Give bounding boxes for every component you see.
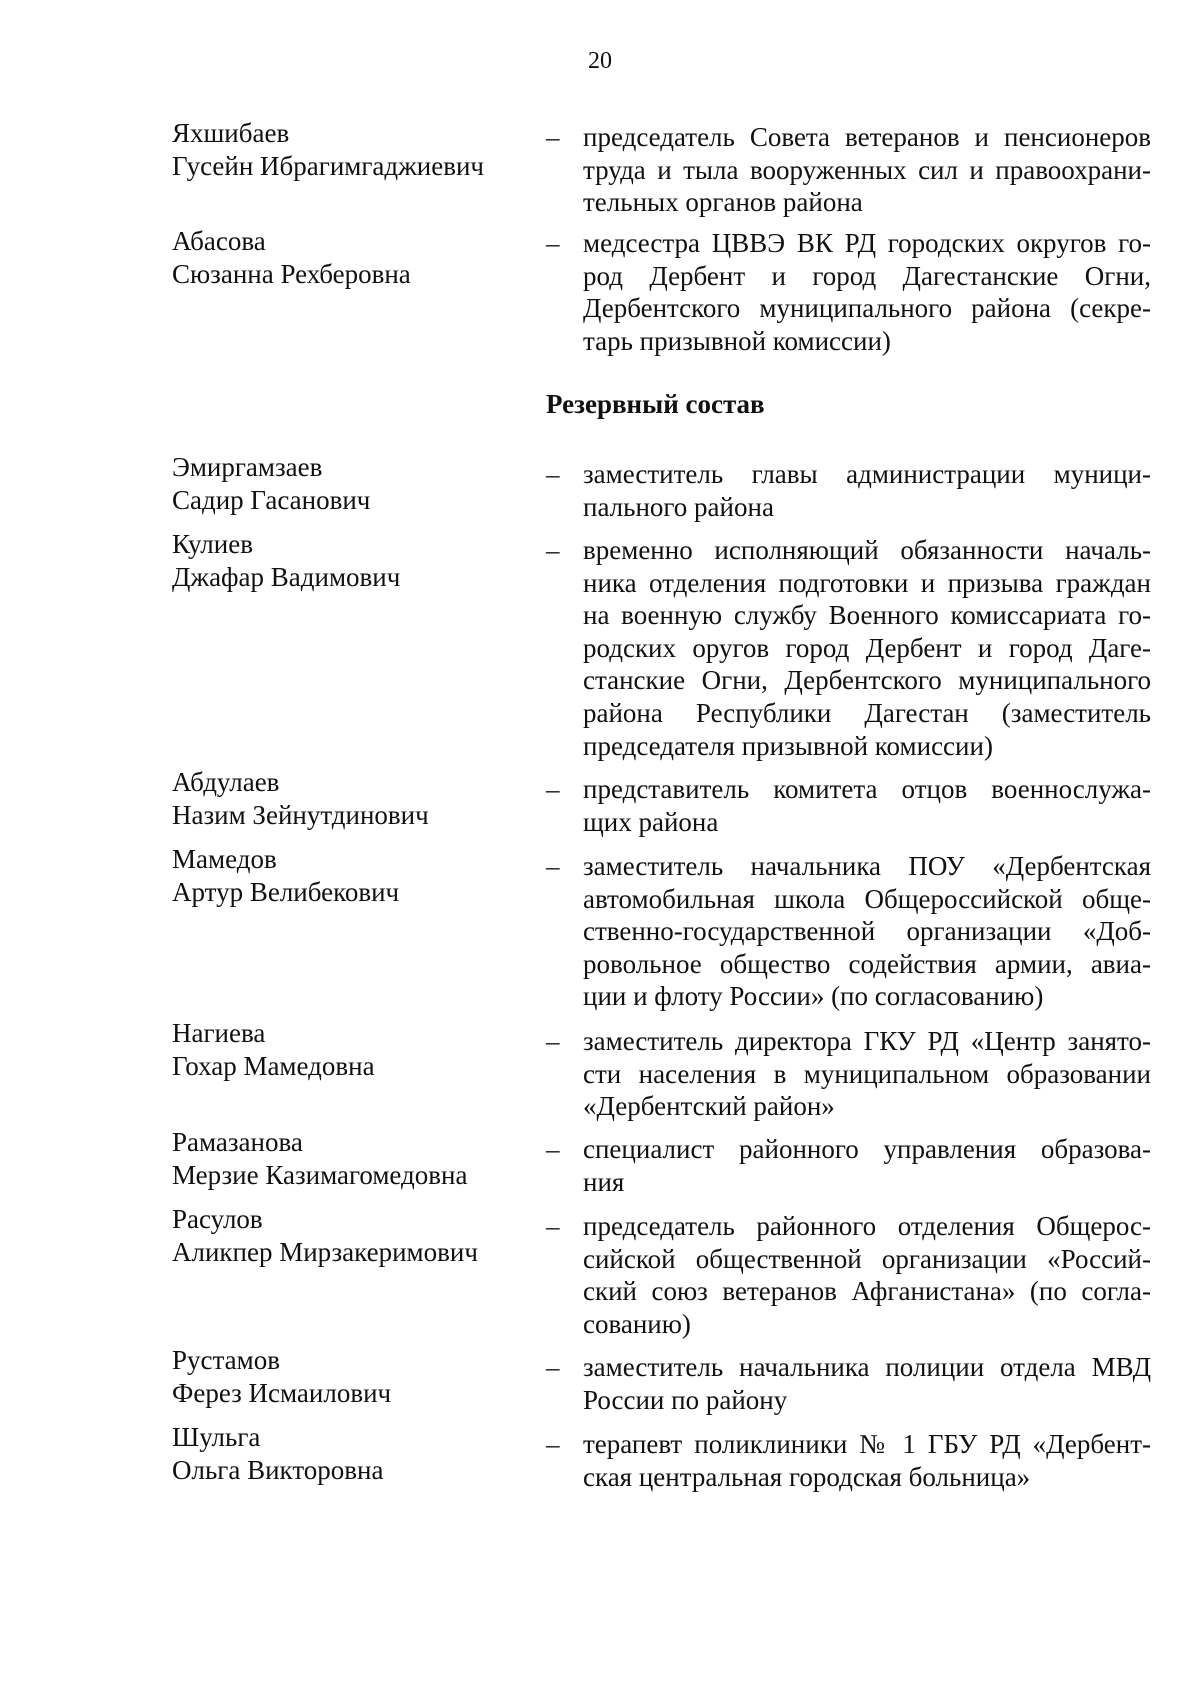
member-name — [172, 843, 532, 909]
member-given-name: Аликпер Мирзакеримович — [172, 1237, 478, 1267]
member-role — [583, 773, 1151, 838]
member-name — [172, 1344, 532, 1410]
dash-separator: – — [546, 535, 560, 565]
member-name — [172, 117, 532, 183]
role-line: района Республики Дагестан (заместитель — [583, 697, 1151, 728]
member-role — [583, 1210, 1151, 1340]
member-name — [172, 1126, 532, 1192]
member-given-name: Артур Велибекович — [172, 877, 400, 907]
role-line: тельных органов района — [583, 187, 863, 218]
dash-separator: – — [546, 774, 560, 804]
role-line: станские Огни, Дербентского муниципального — [583, 665, 1151, 696]
role-line: специалист районного управления образова- — [583, 1134, 1151, 1164]
member-name — [172, 1421, 532, 1487]
role-line: ская центральная городская больница» — [583, 1461, 1031, 1492]
member-name — [172, 451, 532, 517]
member-role — [583, 534, 1151, 762]
member-role — [583, 227, 1151, 357]
reserve-section-title: Резервный состав — [546, 389, 765, 419]
dash-separator: – — [546, 1211, 560, 1241]
member-surname: Эмиргамзаев — [172, 452, 323, 482]
member-given-name: Садир Гасанович — [172, 485, 371, 515]
role-line: заместитель главы администрации муници- — [583, 459, 1151, 489]
member-given-name: Ольга Викторовна — [172, 1455, 384, 1485]
dash-separator: – — [546, 122, 560, 152]
role-line: временно исполняющий обязанности началь- — [583, 535, 1151, 565]
member-given-name: Мерзие Казимагомедовна — [172, 1160, 468, 1190]
role-line: ровольное общество содействия армии, авиа- — [583, 948, 1151, 979]
role-line: щих района — [583, 806, 719, 837]
member-given-name: Сюзанна Рехберовна — [172, 259, 411, 289]
member-surname: Нагиева — [172, 1018, 266, 1048]
role-line: ния — [583, 1166, 625, 1197]
role-line: председатель районного отделения Общерос- — [583, 1211, 1151, 1241]
member-role — [583, 850, 1151, 1013]
member-surname: Яхшибаев — [172, 118, 290, 148]
member-role — [583, 1133, 1151, 1198]
role-line: ции и флоту России» (по согласованию) — [583, 981, 1044, 1012]
member-name — [172, 528, 532, 594]
member-role — [583, 1428, 1151, 1493]
role-line: ственно-государственной организации «Доб- — [583, 916, 1151, 947]
page-number: 20 — [588, 48, 612, 74]
role-line: терапевт поликлиники № 1 ГБУ РД «Дербент- — [583, 1429, 1151, 1459]
member-name — [172, 766, 532, 832]
dash-separator: – — [546, 851, 560, 881]
member-surname: Рустамов — [172, 1345, 280, 1375]
role-line: председатель Совета ветеранов и пенсионеров — [583, 122, 1151, 152]
dash-separator: – — [546, 1429, 560, 1459]
member-role — [583, 1351, 1151, 1416]
role-line: сийской общественной организации «Россий- — [583, 1243, 1151, 1274]
role-line: ский союз ветеранов Афганистана» (по согла- — [583, 1276, 1151, 1307]
member-role — [583, 1025, 1151, 1123]
member-name — [172, 1017, 532, 1083]
role-line: заместитель начальника ПОУ «Дербентская — [583, 851, 1151, 881]
member-given-name: Гусейн Ибрагимгаджиевич — [172, 151, 485, 181]
member-surname: Абдулаев — [172, 767, 280, 797]
member-surname: Расулов — [172, 1204, 263, 1234]
member-surname: Мамедов — [172, 844, 277, 874]
member-surname: Абасова — [172, 226, 266, 256]
member-role — [583, 121, 1151, 219]
member-given-name: Джафар Вадимович — [172, 562, 401, 592]
member-role — [583, 458, 1151, 523]
role-line: медсестра ЦВВЭ ВК РД городских округов го- — [583, 228, 1151, 258]
role-line: заместитель начальника полиции отдела МВД — [583, 1352, 1151, 1382]
member-name — [172, 1203, 532, 1269]
role-line: представитель комитета отцов военнослужа- — [583, 774, 1151, 804]
role-line: труда и тыла вооруженных сил и правоохрани- — [583, 154, 1151, 185]
role-line: род Дербент и город Дагестанские Огни, — [583, 260, 1151, 291]
member-surname: Рамазанова — [172, 1127, 303, 1157]
dash-separator: – — [546, 1026, 560, 1056]
role-line: сти населения в муниципальном образовании — [583, 1058, 1151, 1089]
role-line: Дербентского муниципального района (секре- — [583, 293, 1151, 324]
role-line: ника отделения подготовки и призыва граждан — [583, 567, 1151, 598]
role-line: на военную службу Военного комиссариата го- — [583, 600, 1151, 631]
role-line: тарь призывной комиссии) — [583, 325, 891, 356]
member-given-name: Назим Зейнутдинович — [172, 800, 429, 830]
role-line: родских оругов город Дербент и город Даге- — [583, 632, 1151, 663]
role-line: сованию) — [583, 1308, 691, 1339]
role-line: заместитель директора ГКУ РД «Центр занято- — [583, 1026, 1151, 1056]
dash-separator: – — [546, 1134, 560, 1164]
dash-separator: – — [546, 228, 560, 258]
role-line: председателя призывной комиссии) — [583, 730, 993, 761]
member-surname: Шульга — [172, 1422, 261, 1452]
role-line: «Дербентский район» — [583, 1091, 835, 1122]
member-surname: Кулиев — [172, 529, 253, 559]
member-given-name: Гохар Мамедовна — [172, 1051, 375, 1081]
role-line: пального района — [583, 491, 774, 522]
role-line: автомобильная школа Общероссийской обще- — [583, 883, 1151, 914]
member-given-name: Ферез Исмаилович — [172, 1378, 392, 1408]
dash-separator: – — [546, 1352, 560, 1382]
dash-separator: – — [546, 459, 560, 489]
role-line: России по району — [583, 1384, 788, 1415]
member-name — [172, 225, 532, 291]
